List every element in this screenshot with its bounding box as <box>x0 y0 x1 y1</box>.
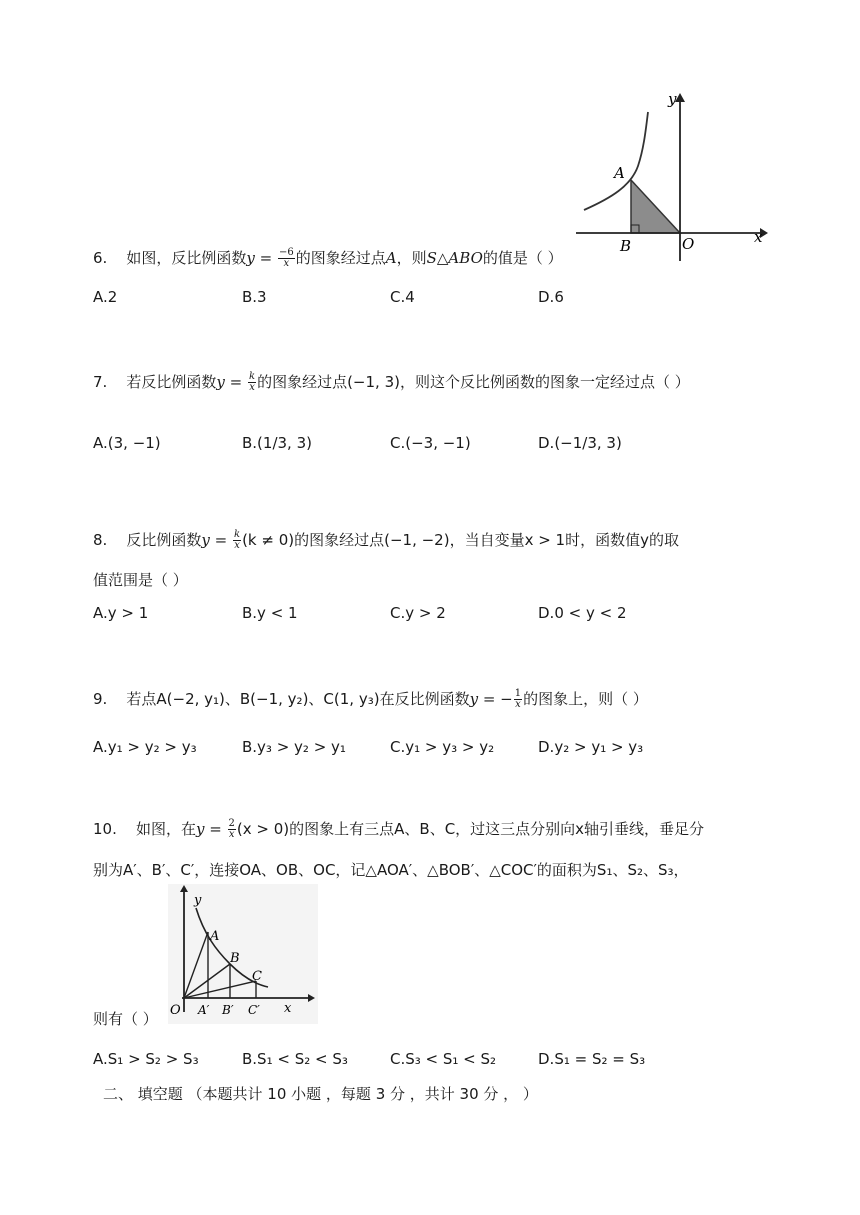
label-y: y <box>668 90 677 108</box>
fraction-numerator: 2 <box>228 818 235 829</box>
option-a[interactable]: A.(3, −1) <box>93 434 161 452</box>
function-lhs: y = <box>246 249 277 267</box>
option-c[interactable]: C.y₁ > y₃ > y₂ <box>390 738 495 756</box>
stem-text: 的图象经过点(−1, 3)，则这个反比例函数的图象一定经过点（ ） <box>257 373 690 391</box>
stem-text: 若反比例函数 <box>126 373 217 391</box>
label-O: O <box>170 1003 181 1018</box>
stem-text: 反比例函数 <box>126 531 202 549</box>
question-stem <box>93 371 690 393</box>
label-C: C <box>252 969 262 984</box>
point-label: A <box>385 249 397 267</box>
stem-text: 的图象经过点 <box>295 249 386 267</box>
question-stem <box>93 247 563 269</box>
label-x: x <box>754 228 763 246</box>
option-b[interactable]: B.S₁ < S₂ < S₃ <box>242 1050 348 1068</box>
fraction-denominator: x <box>234 540 240 551</box>
option-b[interactable]: B.y < 1 <box>242 604 298 622</box>
question-number: 10. <box>93 820 117 838</box>
fraction-numerator: k <box>234 529 241 540</box>
option-d[interactable]: D.y₂ > y₁ > y₃ <box>538 738 644 756</box>
label-y: y <box>194 893 202 908</box>
option-c[interactable]: C.4 <box>390 288 415 306</box>
option-a[interactable]: A.y > 1 <box>93 604 149 622</box>
fraction-denominator: x <box>515 699 521 710</box>
option-b[interactable]: B.y₃ > y₂ > y₁ <box>242 738 346 756</box>
stem-text: 若点A(−2, y₁)、B(−1, y₂)、C(1, y₃)在反比例函数 <box>126 690 470 708</box>
option-a[interactable]: A.y₁ > y₂ > y₃ <box>93 738 197 756</box>
stem-text: ，则 <box>396 249 427 267</box>
label-B: B <box>620 237 632 255</box>
fraction <box>248 372 256 393</box>
stem-continuation: 则有（ ） <box>93 1010 158 1028</box>
stem-text: 的图象上，则（ ） <box>523 690 648 708</box>
question-number: 7. <box>93 373 108 391</box>
q10-figure <box>168 884 318 1024</box>
question-stem <box>93 529 679 551</box>
stem-text: (k ≠ 0)的图象经过点(−1, −2)，当自变量x > 1时，函数值y的取 <box>242 531 679 549</box>
fraction-numerator: 1 <box>514 688 522 699</box>
option-d[interactable]: D.0 < y < 2 <box>538 604 627 622</box>
label-A: A <box>210 929 220 944</box>
question-stem <box>93 818 704 840</box>
question-stem <box>93 688 648 710</box>
fraction <box>233 530 241 551</box>
question-number: 6. <box>93 249 108 267</box>
function-lhs: y = <box>195 820 227 838</box>
fraction-denominator: x <box>283 258 290 269</box>
label-B: B <box>230 951 240 966</box>
option-d[interactable]: D.(−1/3, 3) <box>538 434 622 452</box>
fraction <box>514 689 522 710</box>
option-d[interactable]: D.S₁ = S₂ = S₃ <box>538 1050 646 1068</box>
question-number: 9. <box>93 690 108 708</box>
stem-text: 的值是（ ） <box>482 249 563 267</box>
label-A: A <box>614 164 625 182</box>
option-c[interactable]: C.(−3, −1) <box>390 434 471 452</box>
function-lhs: y = − <box>469 690 513 708</box>
option-b[interactable]: B.3 <box>242 288 267 306</box>
q6-figure <box>576 88 770 266</box>
label-O: O <box>682 235 695 253</box>
stem-continuation: 别为A′、B′、C′，连接OA、OB、OC，记△AOA′、△BOB′、△COC′的面积为S₁、S₂、S₃， <box>93 861 689 879</box>
stem-text: (x > 0)的图象上有三点A、B、C，过这三点分别向x轴引垂线，垂足分 <box>236 820 705 838</box>
question-number: 8. <box>93 531 108 549</box>
fraction <box>228 819 236 840</box>
option-c[interactable]: C.S₃ < S₁ < S₂ <box>390 1050 497 1068</box>
fraction-numerator: k <box>249 371 256 382</box>
stem-continuation: 值范围是（ ） <box>93 571 188 589</box>
option-a[interactable]: A.2 <box>93 288 118 306</box>
stem-text: 如图，在 <box>135 820 196 838</box>
stem-text: 如图，反比例函数 <box>126 249 247 267</box>
fraction-denominator: x <box>228 829 235 840</box>
label-C-prime: C′ <box>248 1003 260 1017</box>
section-heading: 二、 填空题 （本题共计 10 小题 ，每题 3 分 ，共计 30 分 ， ） <box>103 1085 538 1103</box>
option-b[interactable]: B.(1/3, 3) <box>242 434 312 452</box>
label-B-prime: B′ <box>222 1003 234 1017</box>
option-c[interactable]: C.y > 2 <box>390 604 446 622</box>
fraction <box>278 248 295 269</box>
fraction-numerator: −6 <box>279 247 294 258</box>
fraction-denominator: x <box>249 382 255 393</box>
area-symbol: S△ABO <box>426 249 483 267</box>
label-x: x <box>284 1001 292 1016</box>
option-d[interactable]: D.6 <box>538 288 564 306</box>
function-lhs: y = <box>201 531 232 549</box>
label-A-prime: A′ <box>198 1003 210 1017</box>
option-a[interactable]: A.S₁ > S₂ > S₃ <box>93 1050 199 1068</box>
function-lhs: y = <box>216 373 247 391</box>
